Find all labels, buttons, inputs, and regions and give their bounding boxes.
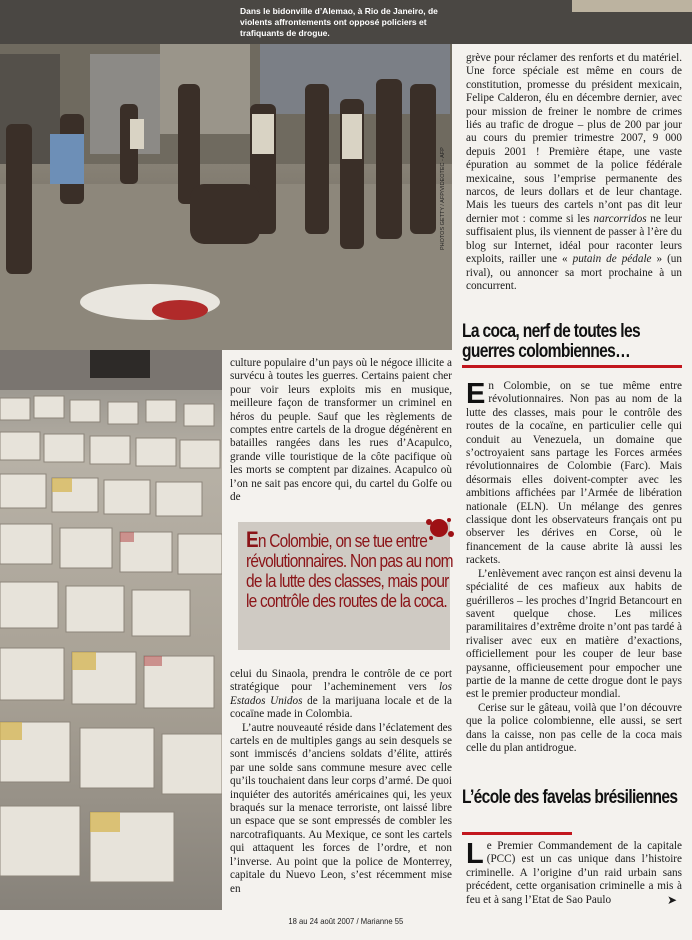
article-column-middle-top	[230, 357, 452, 504]
article-column-right-bottom	[466, 840, 682, 907]
favela-photo-illustration	[0, 44, 452, 350]
pull-quote-drop-letter: E	[246, 527, 258, 552]
drop-cap: E	[466, 378, 486, 410]
caption-bar	[0, 0, 692, 44]
text-run: de la marijuana locale et de la cocaïne made in Colombia.	[230, 694, 452, 721]
section-heading-colombia: La coca, nerf de toutes les guerres colombiennes…	[462, 321, 640, 362]
cocaine-packages-photo	[0, 350, 222, 910]
paragraph	[466, 380, 682, 568]
photo-caption: Dans le bidonville d’Alemao, à Rio de Janeiro, de violents affrontements ont opposé policiers et trafiquants de drogue.	[240, 6, 438, 38]
text-run: » (un rival), ou annoncer sa mort prochaine à un concurrent.	[466, 253, 682, 292]
paragraph: Cerise sur le gâteau, voilà que l’on découvre que la police colombienne, elle aussi, se sert dans la caisse, non pas celle de la coca mais celle du plan antidrogue.	[466, 701, 682, 754]
paragraph: culture populaire d’un pays où le négoce illicite a survécu à toutes les guerres. Certains paient cher pour voir leurs exploits mis en musique, meilleure façon de transformer un criminel en héros du peuple. Sauf que les règlements de comptes entre cartels de la drogue dégénèrent en batailles rangées dans les rues d’Acapulco, grande ville touristique de la côte pacifique où les morts se comptent par dizaines. Acapulco où l’on ne sait pas encore qui, du cartel du Golfe ou de	[230, 357, 452, 504]
footer-text: 18 au 24 août 2007 / Marianne 55	[288, 916, 404, 926]
pull-quote	[238, 522, 453, 650]
article-column-middle-bottom	[230, 668, 452, 896]
italic-text: narcorridos	[593, 212, 647, 225]
top-right-decoration	[572, 0, 692, 12]
favela-photo	[0, 44, 452, 350]
blood-splatter-icon	[423, 514, 457, 542]
pull-quote-body: n Colombie, on se tue entre révolutionnaires. Non pas au nom de la lutte des classes, mais pour le contrôle des routes de la coca.	[246, 531, 453, 611]
text-run: ne leur suffisaient plus, ils viennent de passer à l’ère du blog sur Internet, idéal pour raconter leurs exploits, railler une «	[466, 212, 682, 266]
article-column-right-top	[466, 52, 682, 293]
photo-credit: PHOTOS GETTY / AFP/VIDEOTEC - AFP	[440, 147, 446, 250]
drop-cap: L	[466, 838, 484, 870]
text-run: n Colombie, on se tue même entre révolutionnaires. Non pas au nom de la lutte des classes, mais pour le contrôle des routes de la cocaïne, en particulier celle qui conduit au Venezuela, un domaine que s’octroyaient sans partage les Forces armées révolutionnaires de Colombie (Farc). Mais désormais elles doivent-compter avec les ambitions affichées par l’Armée de libération nationale (ELN). Un mélange des genres classique dont les observateurs français ont pu observer les dérives en Corse, où le financement de la cause abrite là aussi les rackets.	[466, 380, 682, 567]
section-heading-favelas: L’école des favelas brésiliennes	[462, 787, 678, 808]
article-column-right-middle	[466, 380, 682, 755]
page-footer	[0, 916, 692, 926]
pull-quote-text	[246, 527, 456, 611]
cocaine-packages-illustration	[0, 350, 222, 910]
paragraph: L’autre nouveauté réside dans l’éclatement des cartels en de multiples gangs au sein desquels se sont immiscés d’anciens soldats d’élite, attirés par une solde sans commune mesure avec celle qu’ils touchaient dans leur corps d’armé. De quoi inquiéter des autorités américaines qui, les yeux braqués sur la menace terroriste, ont laissé libre un espace que se sont empressés de combler les narcotrafiquants. Au Mexique, ce sont les cartels qui attaquent les forces de l’ordre, et non l’inverse. Au point que la police de Monterrey, capitale du Nuevo Leon, s’est récemment mise en	[230, 721, 452, 895]
italic-text: putain de pédale	[572, 253, 652, 266]
text-run: e Premier Commandement de la capitale (PCC) est un cas unique dans l’histoire criminelle. A l’origine d’un raid urbain sans précédent, cette organisation criminelle a mis à feu et à sang l’Etat de Sao Paulo	[466, 840, 682, 906]
text-run: celui du Sinaola, prendra le contrôle de ce port stratégique pour l’acheminement vers	[230, 668, 452, 694]
paragraph	[230, 668, 452, 722]
paragraph	[466, 52, 682, 293]
italic-text: los Estados Unidos	[230, 681, 452, 707]
heading-underline	[462, 832, 572, 835]
paragraph: L’enlèvement avec rançon est ainsi devenu la spécialité de ces mafieux aux habits de guérilleros – les proches d’Ingrid Betancourt en savent quelque chose. Les milices paramilitaires d’extrême droite n’ont pas tardé à rivaliser avec eux en matière d’exactions, officiellement pour les couper de leur base paysanne, officieusement pour empocher une partie de la manne de cette drogue dont le pays est le premier producteur mondial.	[466, 567, 682, 701]
continue-arrow-icon: ➤	[667, 893, 678, 907]
paragraph	[466, 840, 682, 907]
text-run: grève pour réclamer des renforts et du matériel. Une force spéciale est même en cours de constitution, promesse du président mexicain, Felipe Calderon, élu en décembre dernier, avec pour mission de freiner le nombre de crimes liés au trafic de drogue – plus de 200 par jour au cours du premier trimestre 2007, 9 000 depuis 2001 ! Première étape, une vaste épuration au sommet de la police fédérale mexicaine, sous l’emprise permanente des narcos, de leurs dollars et de leur chantage. Mais les tueurs des cartels n’ont pas dit leur dernier mot : comme si les	[466, 52, 682, 225]
heading-underline	[462, 365, 682, 368]
